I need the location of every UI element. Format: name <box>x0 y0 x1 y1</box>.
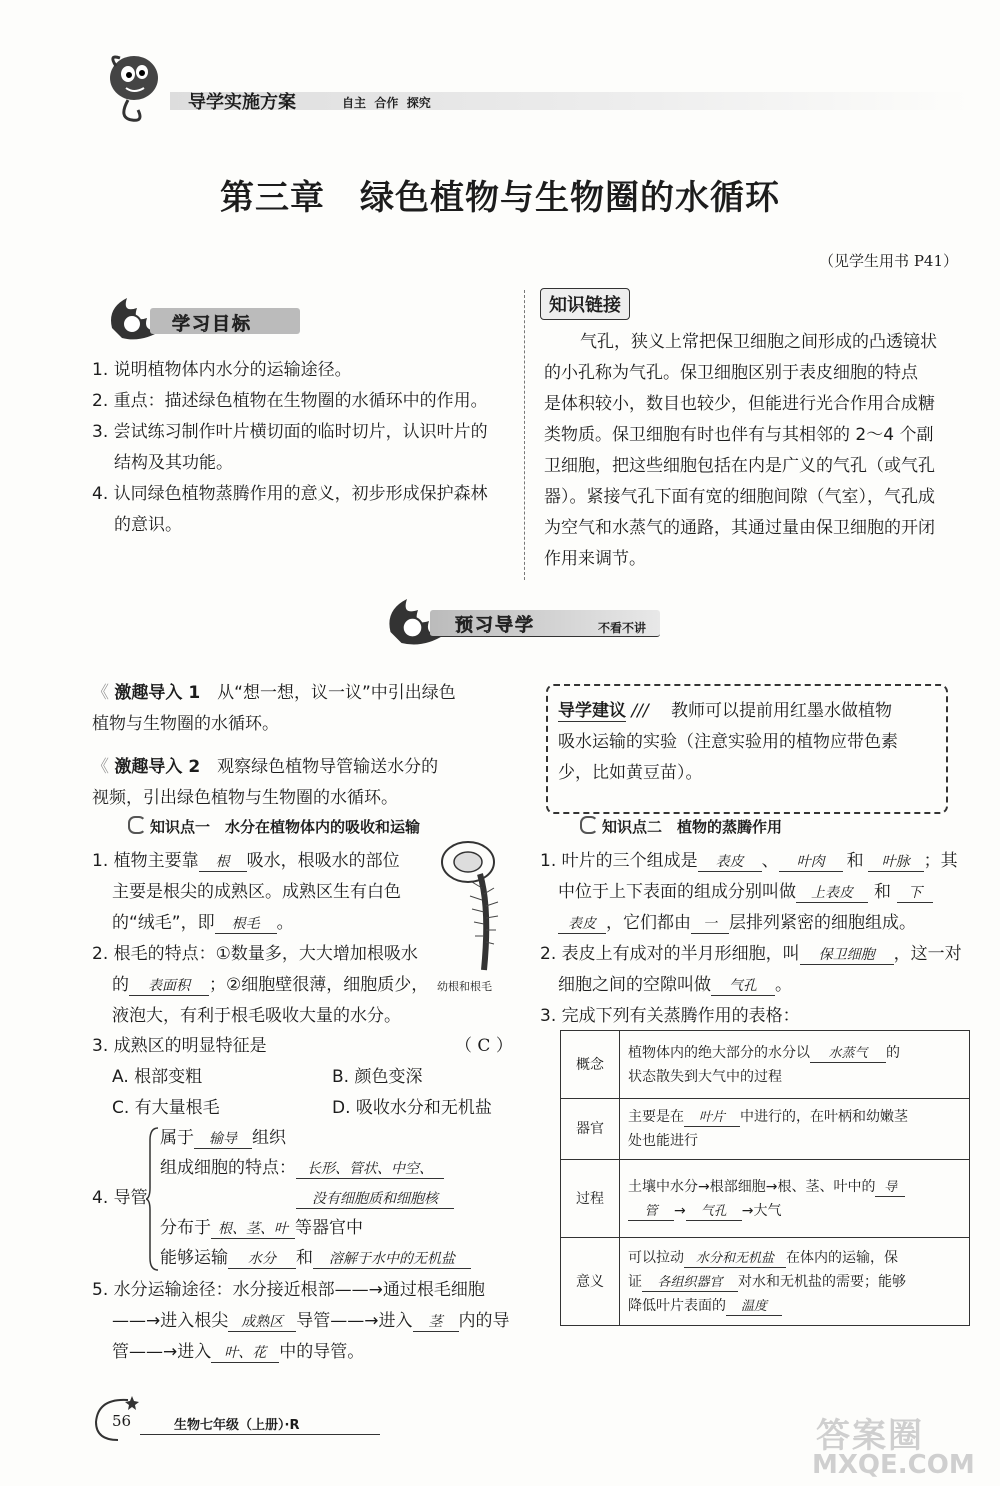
q-text: 降低叶片表面的 <box>628 1297 726 1314</box>
intro1-text-cont: 植物与生物圈的水循环。 <box>92 714 279 734</box>
goal-item: 结构及其功能。 <box>114 453 233 473</box>
suggestion-line: 教师可以提前用红墨水做植物 <box>671 701 892 721</box>
kp1-q3-answer: （ C ） <box>455 1036 513 1056</box>
table-row-header: 器官 <box>561 1099 620 1160</box>
root-hair-illustration <box>432 838 512 978</box>
q-text: 的 <box>112 975 129 995</box>
table-row <box>561 1238 970 1326</box>
transpiration-table <box>560 1030 970 1326</box>
knowledge-line: 为空气和水蒸气的通路，其通过量由保卫细胞的开闭 <box>544 518 935 538</box>
answer-blank: 叶肉 <box>779 853 843 872</box>
suggestion-line: 少，比如黄豆苗）。 <box>558 763 703 783</box>
q-text: ——→进入根尖 <box>112 1311 229 1331</box>
series-title: 导学实施方案 <box>188 92 296 113</box>
q-text: 可以拉动 <box>628 1249 684 1266</box>
kp1-q5-cont2 <box>112 1342 364 1363</box>
kp2-q3: 3. 完成下列有关蒸腾作用的表格： <box>540 1006 800 1026</box>
footer-book: 生物七年级（上册）·R <box>174 1418 300 1433</box>
mascot-logo <box>98 48 168 128</box>
knowledge-line: 类物质。保卫细胞有时也伴有与其相邻的 2～4 个副 <box>544 425 934 445</box>
answer-blank: 水蒸气 <box>810 1046 886 1063</box>
option-c: C. 有大量根毛 <box>112 1098 220 1118</box>
goals-label: 学习目标 <box>172 314 252 335</box>
knowledge-line: 是体积较小，数目也较少，但能进行光合作用合成糖 <box>544 394 935 414</box>
q-text: 能够运输 <box>160 1248 228 1268</box>
answer-blank: 叶片 <box>684 1110 740 1127</box>
q-text: 分布于 <box>160 1218 211 1238</box>
q-text: 的 <box>886 1044 900 1061</box>
answer-blank: 没有细胞质和细胞核 <box>296 1190 454 1209</box>
page-number: 56 <box>112 1412 132 1430</box>
series-tags: 自主 合作 探究 <box>342 96 431 110</box>
kp1-title <box>128 816 420 837</box>
q-text: →大气 <box>741 1202 782 1219</box>
table-row <box>561 1031 970 1099</box>
q-text: ；其 <box>923 851 958 871</box>
kp1-q5: 5. 水分运输途径：水分接近根部——→通过根毛细胞 <box>92 1280 485 1300</box>
q-text: 状态散失到大气中的过程 <box>628 1068 782 1085</box>
kp1-q2: 2. 根毛的特点：①数量多，大大增加根吸水 <box>92 944 418 964</box>
q-text: ，这一对 <box>893 944 962 964</box>
q-text: 导管——→进入 <box>296 1311 413 1331</box>
table-cell <box>620 1099 970 1160</box>
option-b: B. 颜色变深 <box>332 1067 423 1087</box>
q-text: 等器官中 <box>295 1218 363 1238</box>
reference-note: （见学生用书 P41） <box>819 252 958 270</box>
q-text: 主要是在 <box>628 1109 684 1125</box>
q-text: 组成细胞的特点： <box>160 1158 296 1178</box>
intro1-text: 从“想一想，议一议”中引出绿色 <box>217 683 456 703</box>
q-text: 处也能进行 <box>628 1133 698 1149</box>
q-text: 和 <box>296 1248 313 1268</box>
q-text: 对水和无机盐的需要；能够 <box>738 1273 906 1290</box>
q-text: 中位于上下表面的组成分别叫做 <box>558 882 796 902</box>
column-divider <box>524 290 525 580</box>
kp1-q1-cont2 <box>112 913 294 934</box>
kp1-title-text: 知识点一 水分在植物体内的吸收和运输 <box>150 818 421 836</box>
brace <box>146 1126 160 1272</box>
kp1-q3: 3. 成熟区的明显特征是 <box>92 1036 267 1056</box>
kp1-q2-cont <box>112 975 428 996</box>
kp1-q2-cont2: 液泡大，有利于根毛吸收大量的水分。 <box>112 1006 401 1026</box>
kp1-q1 <box>92 851 400 872</box>
goal-item: 4. 认同绿色植物蒸腾作用的意义，初步形成保护森林 <box>92 484 488 504</box>
knowledge-line: 作用来调节。 <box>544 549 646 569</box>
q-text: 1. 植物主要靠 <box>92 851 199 871</box>
knowledge-link-label: 知识链接 <box>549 295 621 316</box>
answer-blank: 溶解于水中的无机盐 <box>313 1250 471 1269</box>
intro1-label: 激趣导入 1 <box>114 683 201 703</box>
answer-blank: 气孔 <box>711 977 775 996</box>
kp1-q4-r5 <box>160 1248 471 1269</box>
answer-blank: 各组织器官 <box>642 1275 738 1292</box>
kp2-title-text: 知识点二 植物的蒸腾作用 <box>602 818 783 836</box>
q-text: 属于 <box>160 1128 194 1148</box>
footer-rule <box>140 1434 380 1435</box>
table-cell <box>620 1160 970 1238</box>
q-text: 植物体内的绝大部分的水分以 <box>628 1044 810 1061</box>
knowledge-line: 卫细胞，把这些细胞包括在内是广义的气孔（或气孔 <box>544 456 935 476</box>
answer-blank: 根 <box>199 853 247 872</box>
knowledge-line: 器）。紧接气孔下面有宽的细胞间隙（气室），气孔成 <box>544 487 935 507</box>
preview-label: 预习导学 <box>455 615 535 636</box>
kp1-q4-r1 <box>160 1128 286 1149</box>
q-text: 土壤中水分→根部细胞→根、茎、叶中的 <box>628 1178 876 1195</box>
answer-blank: 导 <box>875 1180 905 1197</box>
answer-blank: 表皮 <box>698 853 762 872</box>
goal-item: 1. 说明植物体内水分的运输途径。 <box>92 360 352 380</box>
watermark-url: MXQE.COM <box>812 1450 975 1480</box>
option-d: D. 吸收水分和无机盐 <box>332 1098 492 1118</box>
answer-blank: 水分和无机盐 <box>684 1251 786 1268</box>
answer-blank: 茎 <box>413 1313 459 1332</box>
answer-blank: 根、茎、叶 <box>211 1220 295 1239</box>
answer-blank: 长形、管状、中空、 <box>296 1160 444 1179</box>
kp2-title <box>580 816 782 837</box>
q-text: ；②细胞壁很薄，细胞质少， <box>209 975 429 995</box>
q-text: 的“绒毛”，即 <box>112 913 215 933</box>
kp1-q5-cont <box>112 1311 510 1332</box>
q-text: 。 <box>775 975 792 995</box>
watermark-logo: 答案圈 <box>816 1416 924 1456</box>
kp1-q4-r2 <box>160 1158 444 1179</box>
kp2-q1-cont <box>558 882 933 903</box>
suggestion-label: 导学建议 <box>558 701 626 721</box>
kp2-q1-cont2 <box>558 913 916 934</box>
intro2-text-cont: 视频，引出绿色植物与生物圈的水循环。 <box>92 788 398 808</box>
answer-blank: 表皮 <box>558 915 606 934</box>
q-text: 管——→进入 <box>112 1342 212 1362</box>
kp1-q4-label: 4. 导管 <box>92 1188 148 1208</box>
knowledge-link-text <box>544 327 964 575</box>
suggestion-text: 导学建议 /// 教师可以提前用红墨水做植物 吸水运输的实验（注意实验用的植物应带色素 少，比如黄豆苗）。 <box>558 696 943 789</box>
answer-blank: 叶、花 <box>211 1344 279 1363</box>
img-caption: 幼根和根毛 <box>437 980 492 993</box>
q-text: 组织 <box>252 1128 286 1148</box>
knowledge-line: 的小孔称为气孔。保卫细胞区别于表皮细胞的特点 <box>544 363 918 383</box>
answer-blank: 输导 <box>194 1130 252 1149</box>
kp1-q4-r3 <box>296 1188 454 1209</box>
preview-sub: 不看不讲 <box>598 621 647 635</box>
q-text: ，它们都由 <box>606 913 691 933</box>
suggestion-line: 吸水运输的实验（注意实验用的植物应带色素 <box>558 732 898 752</box>
knowledge-link-badge <box>540 288 630 320</box>
answer-blank: 下 <box>897 884 933 903</box>
q-text: 中进行的，在叶柄和幼嫩茎 <box>740 1109 908 1125</box>
table-row-header: 过程 <box>561 1160 620 1238</box>
answer-blank: 成熟区 <box>228 1313 296 1332</box>
q-text: 1. 叶片的三个组成是 <box>540 851 698 871</box>
knowledge-line: 气孔，狭义上常把保卫细胞之间形成的凸透镜状 <box>580 332 937 352</box>
q-text: 细胞之间的空隙叫做 <box>558 975 711 995</box>
q-text: 和 <box>846 851 864 871</box>
q-text: 2. 表皮上有成对的半月形细胞，叫 <box>540 944 800 964</box>
answer-blank: 气孔 <box>686 1204 742 1221</box>
q-text: 证 <box>628 1273 642 1290</box>
q-text: 层排列紧密的细胞组成。 <box>729 913 916 933</box>
kp1-q1-cont: 主要是根尖的成熟区。成熟区生有白色 <box>112 882 401 902</box>
intro-block: 《 激趣导入 1 从“想一想，议一议”中引出绿色 植物与生物圈的水循环。 《 激趣导入 2 观察绿色植物导管输送水分的 视频，引出绿色植物与生物圈的水循环。 <box>92 678 522 814</box>
goal-item: 2. 重点：描述绿色植物在生物圈的水循环中的作用。 <box>92 391 488 411</box>
q-text: 和 <box>874 882 891 902</box>
kp2-q1: 1. 叶片的三个组成是 表皮 、 叶肉 和 叶脉 ；其 <box>540 851 958 871</box>
kp1-q4-r4 <box>160 1218 363 1239</box>
q-text: 内的导 <box>458 1311 510 1331</box>
option-a: A. 根部变粗 <box>112 1067 203 1087</box>
table-row <box>561 1099 970 1160</box>
kp2-q2 <box>540 944 962 965</box>
answer-blank: 叶脉 <box>868 853 924 872</box>
table-row <box>561 1160 970 1238</box>
goal-item: 3. 尝试练习制作叶片横切面的临时切片，认识叶片的 <box>92 422 488 442</box>
goal-item: 的意识。 <box>114 515 182 535</box>
q-text: 。 <box>276 913 294 933</box>
table-row-header: 意义 <box>561 1238 620 1326</box>
q-text: 在体内的运输，保 <box>786 1249 898 1266</box>
answer-blank: 水分 <box>228 1250 296 1269</box>
q-text: → <box>674 1202 686 1219</box>
answer-blank: 表面积 <box>129 977 209 996</box>
answer-blank: 一 <box>691 915 729 934</box>
table-cell <box>620 1238 970 1326</box>
goals-list <box>92 355 522 541</box>
q-text: 中的导管。 <box>279 1342 365 1362</box>
answer-blank: 保卫细胞 <box>800 946 894 965</box>
kp2-q2-cont <box>558 975 792 996</box>
table-row-header: 概念 <box>561 1031 620 1099</box>
answer-blank: 管 <box>628 1204 674 1221</box>
answer-blank: 根毛 <box>215 915 277 934</box>
chapter-title: 第三章 绿色植物与生物圈的水循环 <box>220 178 780 218</box>
answer-blank: 上表皮 <box>796 884 868 903</box>
q-text: 吸水，根吸水的部位 <box>246 851 400 871</box>
table-cell <box>620 1031 970 1099</box>
intro2-text: 观察绿色植物导管输送水分的 <box>217 757 439 777</box>
answer-blank: 温度 <box>726 1299 782 1316</box>
intro2-label: 激趣导入 2 <box>114 757 201 777</box>
